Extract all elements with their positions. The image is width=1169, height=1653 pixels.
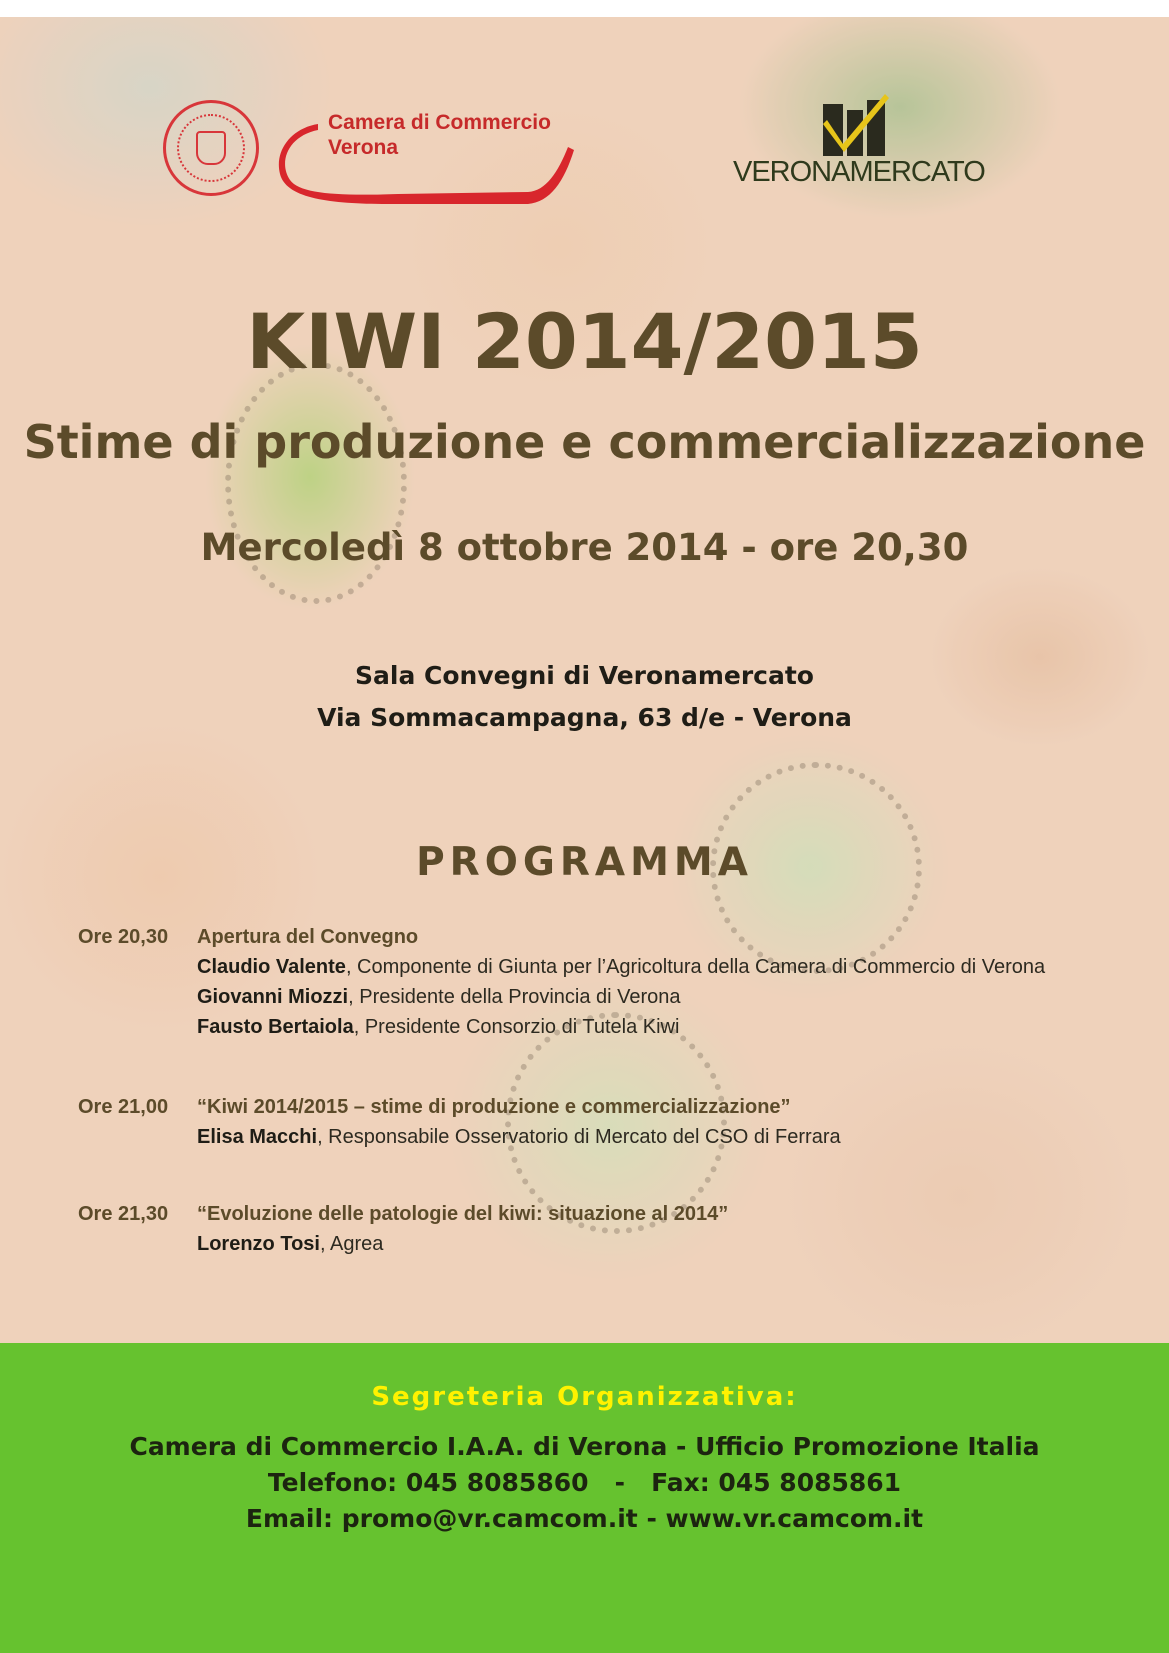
- speaker-role: , Presidente Consorzio di Tutela Kiwi: [353, 1016, 680, 1038]
- speaker-role: , Componente di Giunta per l’Agricoltura della Camera di Commercio di Verona: [345, 956, 1046, 978]
- chamber-seal-icon: [163, 100, 259, 196]
- camera-logo-line2: Verona: [328, 136, 399, 159]
- speaker-name: Elisa Macchi: [197, 1126, 318, 1148]
- organizer-contacts: Email: promo@vr.camcom.it - www.vr.camcom.it: [245, 1504, 924, 1533]
- program-speaker: [197, 1122, 1137, 1152]
- program-topic: “Evoluzione delle patologie del kiwi: situazione al 2014”: [197, 1203, 729, 1225]
- veronamercato-wordmark: VERONAMERCATO: [733, 156, 985, 188]
- speaker-role: , Presidente della Provincia di Verona: [348, 986, 681, 1008]
- veronamercato-logo: [733, 90, 985, 210]
- footer-heading: Segreteria Organizzativa:: [371, 1382, 798, 1412]
- veronamercato-mark-icon: [813, 90, 893, 160]
- program-speaker: [197, 1229, 1137, 1259]
- organizer-footer: [0, 1343, 1169, 1653]
- speaker-name: Fausto Bertaiola: [197, 1016, 354, 1038]
- program-speaker: [197, 1012, 1137, 1042]
- speaker-name: Lorenzo Tosi: [197, 1233, 320, 1255]
- venue-address: Via Sommacampagna, 63 d/e - Verona: [317, 703, 852, 732]
- program-speaker: [197, 952, 1137, 982]
- camera-logo-line1: Camera di Commercio: [328, 111, 551, 134]
- program-topic: Apertura del Convegno: [197, 926, 419, 948]
- organizer-phone-fax: Telefono: 045 8085860 - Fax: 045 8085861: [267, 1468, 902, 1497]
- program-time: Ore 20,30: [78, 926, 169, 948]
- organizer-office: Camera di Commercio I.A.A. di Verona - Ufficio Promozione Italia: [129, 1432, 1040, 1461]
- speaker-name: Claudio Valente: [197, 956, 346, 978]
- speaker-role: , Responsabile Osservatorio di Mercato del CSO di Ferrara: [317, 1126, 841, 1148]
- event-venue: [0, 655, 1169, 739]
- event-subtitle: Stime di produzione e commercializzazione: [23, 415, 1146, 469]
- program-topic: “Kiwi 2014/2015 – stime di produzione e commercializzazione”: [197, 1096, 791, 1118]
- camera-commercio-logo: [278, 110, 578, 200]
- event-date: Mercoledì 8 ottobre 2014 - ore 20,30: [200, 526, 969, 569]
- logo-bar: [163, 100, 985, 210]
- program-speaker: [197, 982, 1137, 1012]
- event-title: KIWI 2014/2015: [246, 297, 923, 386]
- program-time: Ore 21,00: [78, 1096, 169, 1118]
- speaker-name: Giovanni Miozzi: [197, 986, 349, 1008]
- program-heading: PROGRAMMA: [416, 840, 753, 885]
- program-time: Ore 21,30: [78, 1203, 169, 1225]
- speaker-role: , Agrea: [319, 1233, 384, 1255]
- venue-name: Sala Convegni di Veronamercato: [355, 661, 814, 690]
